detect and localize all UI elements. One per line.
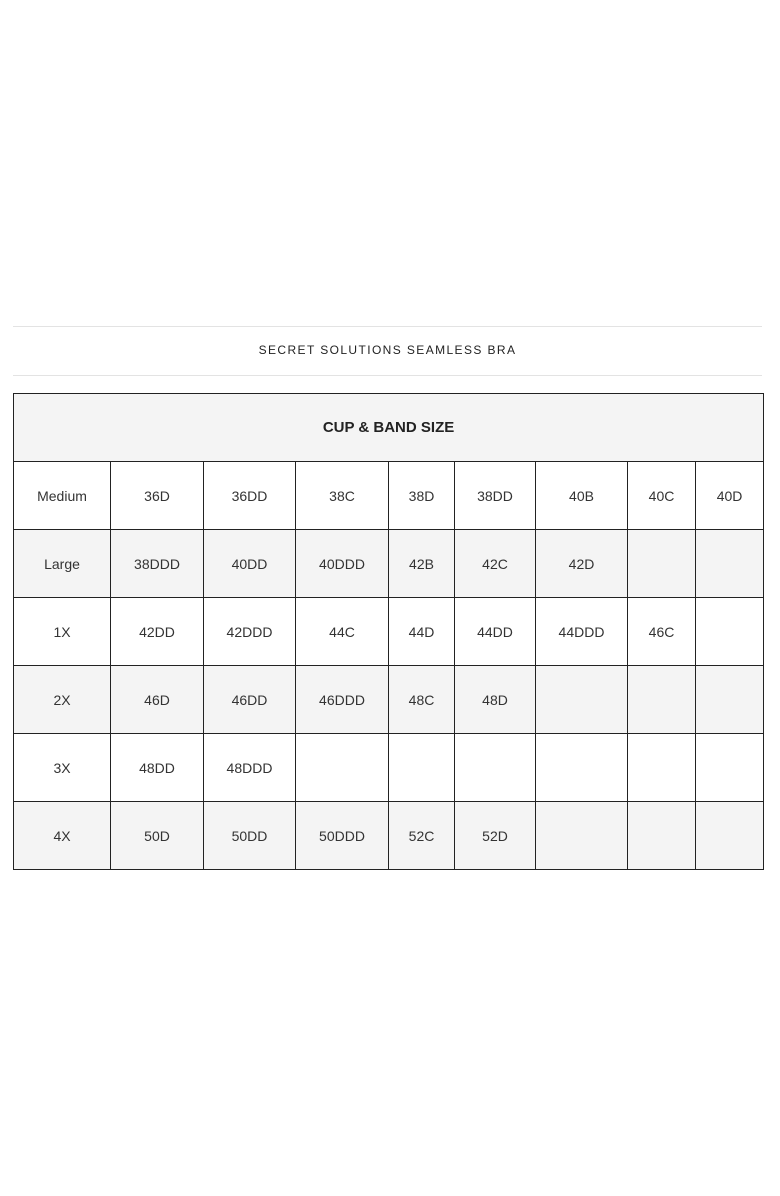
table-row bbox=[14, 666, 764, 734]
size-cell bbox=[696, 666, 764, 734]
size-cell: 42B bbox=[389, 530, 455, 598]
size-cell: 36D bbox=[111, 462, 204, 530]
size-cell bbox=[455, 734, 536, 802]
size-cell bbox=[628, 802, 696, 870]
size-cell: 42D bbox=[536, 530, 628, 598]
table-row bbox=[14, 530, 764, 598]
row-label: 4X bbox=[14, 802, 111, 870]
size-cell bbox=[696, 802, 764, 870]
size-cell bbox=[696, 734, 764, 802]
size-cell: 40DD bbox=[204, 530, 296, 598]
size-chart-header: CUP & BAND SIZE bbox=[14, 394, 764, 462]
size-cell bbox=[696, 598, 764, 666]
size-chart-table bbox=[13, 393, 764, 870]
product-title: SECRET SOLUTIONS SEAMLESS BRA bbox=[258, 343, 517, 357]
bottom-divider bbox=[13, 375, 762, 376]
table-row bbox=[14, 598, 764, 666]
size-cell: 40B bbox=[536, 462, 628, 530]
table-row bbox=[14, 462, 764, 530]
size-cell: 46C bbox=[628, 598, 696, 666]
size-cell: 42C bbox=[455, 530, 536, 598]
size-cell: 40DDD bbox=[296, 530, 389, 598]
size-cell: 50DDD bbox=[296, 802, 389, 870]
size-cell: 44DDD bbox=[536, 598, 628, 666]
size-cell: 36DD bbox=[204, 462, 296, 530]
size-cell: 40C bbox=[628, 462, 696, 530]
size-cell bbox=[536, 802, 628, 870]
table-row bbox=[14, 802, 764, 870]
size-cell: 50D bbox=[111, 802, 204, 870]
size-cell: 48D bbox=[455, 666, 536, 734]
size-cell: 40D bbox=[696, 462, 764, 530]
size-cell bbox=[628, 666, 696, 734]
size-cell bbox=[696, 530, 764, 598]
top-divider bbox=[13, 326, 762, 327]
size-cell: 48DD bbox=[111, 734, 204, 802]
size-cell bbox=[628, 530, 696, 598]
row-label: 2X bbox=[14, 666, 111, 734]
size-cell bbox=[536, 666, 628, 734]
size-cell bbox=[296, 734, 389, 802]
size-cell: 52D bbox=[455, 802, 536, 870]
size-cell: 48C bbox=[389, 666, 455, 734]
size-cell: 38DDD bbox=[111, 530, 204, 598]
size-cell: 42DDD bbox=[204, 598, 296, 666]
size-cell: 46D bbox=[111, 666, 204, 734]
size-cell: 44C bbox=[296, 598, 389, 666]
size-cell: 38C bbox=[296, 462, 389, 530]
size-cell: 52C bbox=[389, 802, 455, 870]
size-cell: 44D bbox=[389, 598, 455, 666]
size-cell bbox=[536, 734, 628, 802]
size-cell: 38D bbox=[389, 462, 455, 530]
size-cell: 48DDD bbox=[204, 734, 296, 802]
row-label: 3X bbox=[14, 734, 111, 802]
size-cell: 50DD bbox=[204, 802, 296, 870]
size-cell: 44DD bbox=[455, 598, 536, 666]
size-cell: 46DDD bbox=[296, 666, 389, 734]
size-cell bbox=[389, 734, 455, 802]
table-row bbox=[14, 734, 764, 802]
row-label: Large bbox=[14, 530, 111, 598]
size-cell: 38DD bbox=[455, 462, 536, 530]
row-label: 1X bbox=[14, 598, 111, 666]
size-cell: 42DD bbox=[111, 598, 204, 666]
row-label: Medium bbox=[14, 462, 111, 530]
size-cell bbox=[628, 734, 696, 802]
size-cell: 46DD bbox=[204, 666, 296, 734]
